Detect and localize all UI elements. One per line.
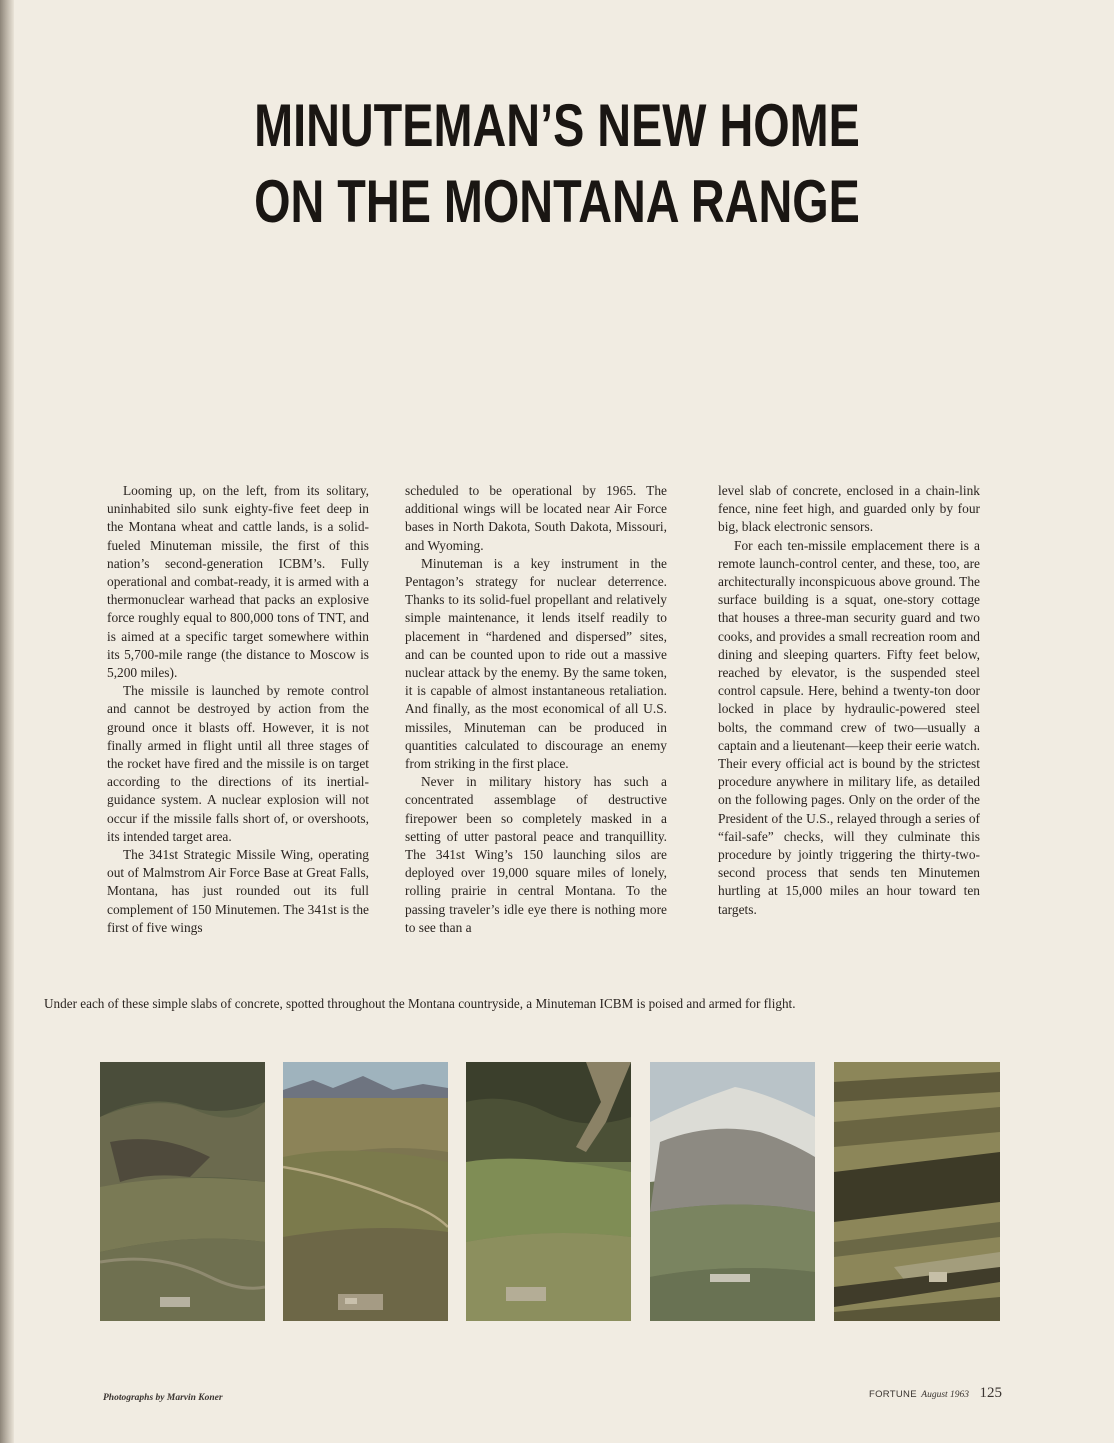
magazine-name: FORTUNE [868, 1389, 917, 1400]
paragraph: The missile is launched by remote control and cannot be destroyed by action from the ground once it blasts off. However, it is not finally armed in flight until all three stages of the rocket have fired and the missile is on target according to the directions of its inertial-guidance system. A nuclear explosion will not occur if the missile falls short of, or overshoots, its intended target area. [107, 683, 369, 844]
headline-line-1: MINUTEMAN’S NEW HOME [254, 92, 860, 159]
issue-date: August 1963 [921, 1390, 970, 1400]
page-footer [869, 1384, 1002, 1402]
landscape-photo-2 [283, 1062, 448, 1321]
paragraph: level slab of concrete, enclosed in a chain-link fence, nine feet high, and guarded only by four big, black electronic sensors. [718, 483, 980, 535]
photo-caption: Under each of these simple slabs of concrete, spotted throughout the Montana countryside, a Minuteman ICBM is poised and armed for flight. [44, 996, 796, 1011]
paragraph: The 341st Strategic Missile Wing, operating out of Malmstrom Air Force Base at Great Falls, Montana, has just rounded out its full complement of 150 Minutemen. The 341st is the first of five wings [107, 847, 369, 935]
paragraph: For each ten-missile emplacement there is a remote launch-control center, and these, too, are architecturally inconspicuous above ground. The surface building is a squat, one-story cottage that houses a three-man security guard and two cooks, and provides a small recreation room and dining and sleeping quarters. Fifty feet below, reached by elevator, is the suspended steel control capsule. Here, behind a twenty-ton door locked in place by hydraulic-powered steel bolts, the command crew of two—usually a captain and a lieutenant—keep their eerie watch. Their every official act is bound by the strictest procedure anywhere in military life, as detailed on the following pages. Only on the order of the President of the U.S., relayed through a series of “fail-safe” checks, will they culminate this procedure by jointly triggering the thirty-two-second process that sends ten Minutemen hurtling at 15,000 miles an hour toward ten targets. [718, 537, 980, 917]
landscape-photo-5 [834, 1062, 1000, 1321]
paragraph: Looming up, on the left, from its solitary, uninhabited silo sunk eighty-five feet deep in the Montana wheat and cattle lands, is a solid-fueled Minuteman missile, the first of this nation’s second-generation ICBM’s. Fully operational and combat-ready, it is armed with a thermonuclear warhead that packs an explosive force roughly equal to 800,000 tons of TNT, and is aimed at a specific target somewhere within its 5,700-mile range (the distance to Moscow is 5,200 miles). [107, 483, 369, 681]
page-number: 125 [979, 1385, 1002, 1401]
paragraph: Minuteman is a key instrument in the Pentagon’s strategy for nuclear deterrence. Thanks to its solid-fuel propellant and relatively simple maintenance, it lends itself readily to placement in “hardened and dispersed” sites, and can be counted upon to ride out a massive nuclear attack by the enemy. By the same token, it is capable of almost instantaneous retaliation. And finally, as the most economical of all U.S. missiles, Minuteman can be produced in quantities calculated to discourage an enemy from striking in the first place. [405, 555, 667, 772]
paragraph: scheduled to be operational by 1965. The additional wings will be located near Air Force bases in North Dakota, South Dakota, Missouri, and Wyoming. [405, 483, 667, 553]
article-column-2 [405, 482, 667, 937]
page-spine-shadow [0, 0, 14, 1443]
landscape-photo-1 [100, 1062, 265, 1321]
paragraph: Never in military history has such a concentrated assemblage of destructive firepower been so completely masked in a setting of utter pastoral peace and tranquillity. The 341st Wing’s 150 launching silos are deployed over 19,000 square miles of lonely, rolling prairie in central Montana. To the passing traveler’s idle eye there is nothing more to see than a [405, 774, 667, 935]
photo-credit: Photographs by Marvin Koner [103, 1393, 223, 1403]
headline-line-2: ON THE MONTANA RANGE [254, 168, 860, 235]
landscape-photo-3 [466, 1062, 631, 1321]
article-column-1 [107, 482, 369, 937]
landscape-photo-4 [650, 1062, 815, 1321]
article-column-3 [718, 482, 980, 919]
headline [123, 88, 992, 240]
